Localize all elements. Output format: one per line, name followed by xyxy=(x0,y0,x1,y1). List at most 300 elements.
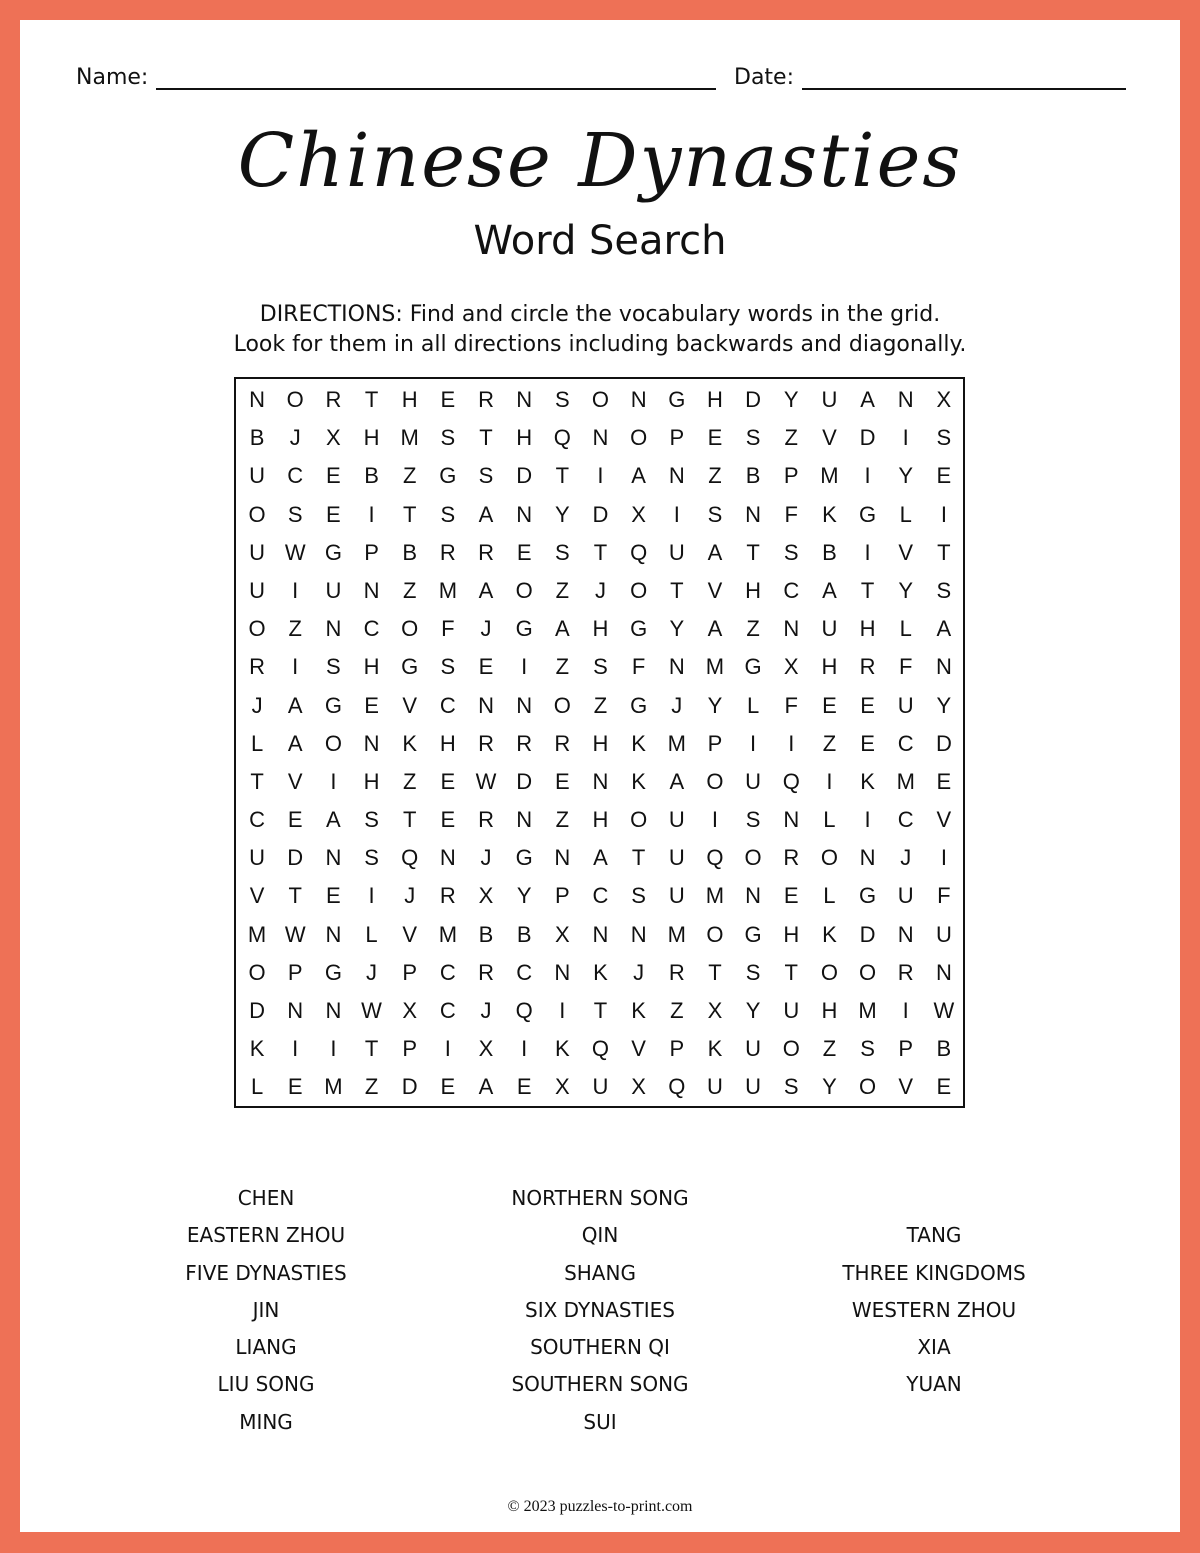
grid-cell[interactable]: C xyxy=(287,463,304,489)
grid-cell[interactable]: A xyxy=(631,463,646,489)
grid-cell[interactable]: D xyxy=(935,730,952,756)
grid-cell[interactable]: Y xyxy=(669,616,685,642)
grid-cell[interactable]: X xyxy=(478,1036,494,1062)
grid-cell[interactable]: N xyxy=(249,387,266,412)
grid-cell[interactable]: I xyxy=(368,501,375,527)
grid-cell[interactable]: G xyxy=(401,654,419,680)
name-blank-line[interactable] xyxy=(156,64,716,90)
grid-cell[interactable]: Z xyxy=(555,807,570,833)
grid-cell[interactable]: S xyxy=(745,425,761,451)
grid-cell[interactable]: N xyxy=(516,692,533,718)
grid-cell[interactable]: O xyxy=(591,387,610,412)
grid-cell[interactable]: I xyxy=(292,654,299,680)
grid-cell[interactable]: A xyxy=(707,616,723,642)
grid-cell[interactable]: J xyxy=(480,616,492,642)
grid-cell[interactable]: G xyxy=(324,539,342,565)
grid-cell[interactable]: Z xyxy=(670,998,684,1023)
grid-cell[interactable]: R xyxy=(859,654,876,680)
grid-cell[interactable]: P xyxy=(402,959,418,985)
grid-cell[interactable]: D xyxy=(859,425,876,451)
grid-cell[interactable]: S xyxy=(440,425,456,451)
grid-cell[interactable]: S xyxy=(936,425,952,451)
grid-cell[interactable]: K xyxy=(707,1036,723,1062)
grid-cell[interactable]: S xyxy=(936,577,952,603)
grid-cell[interactable]: I xyxy=(292,577,299,603)
grid-cell[interactable]: S xyxy=(440,501,456,527)
grid-cell[interactable]: T xyxy=(288,883,302,909)
grid-cell[interactable]: U xyxy=(897,883,914,909)
grid-cell[interactable]: H xyxy=(363,425,380,451)
grid-cell[interactable]: Q xyxy=(553,425,571,451)
grid-cell[interactable]: V xyxy=(249,883,265,909)
grid-cell[interactable]: U xyxy=(668,883,685,909)
grid-cell[interactable]: R xyxy=(516,730,533,756)
grid-cell[interactable]: J xyxy=(404,883,416,909)
grid-cell[interactable]: C xyxy=(897,730,914,756)
grid-cell[interactable]: P xyxy=(364,539,379,565)
grid-cell[interactable]: I xyxy=(902,998,909,1023)
grid-cell[interactable]: N xyxy=(668,463,685,489)
grid-cell[interactable]: K xyxy=(593,959,608,985)
grid-cell[interactable]: U xyxy=(897,692,914,718)
grid-cell[interactable]: J xyxy=(480,998,492,1023)
grid-cell[interactable]: N xyxy=(630,387,647,412)
grid-cell[interactable]: Y xyxy=(822,1074,837,1100)
grid-cell[interactable]: A xyxy=(707,539,723,565)
grid-cell[interactable]: K xyxy=(822,921,837,947)
word-search-grid[interactable] xyxy=(234,377,965,1108)
grid-cell[interactable]: A xyxy=(669,768,685,794)
grid-cell[interactable]: T xyxy=(479,425,493,451)
grid-cell[interactable]: U xyxy=(249,845,266,871)
grid-cell[interactable]: J xyxy=(594,577,606,603)
grid-cell[interactable]: N xyxy=(325,845,342,871)
grid-cell[interactable]: A xyxy=(478,1074,494,1100)
grid-cell[interactable]: R xyxy=(478,807,494,833)
grid-cell[interactable]: H xyxy=(401,387,418,412)
grid-cell[interactable]: K xyxy=(402,730,418,756)
grid-cell[interactable]: O xyxy=(248,959,266,985)
grid-cell[interactable]: G xyxy=(515,616,533,642)
grid-cell[interactable]: D xyxy=(859,921,876,947)
grid-cell[interactable]: V xyxy=(822,425,837,451)
grid-cell[interactable]: B xyxy=(478,921,494,947)
grid-cell[interactable]: K xyxy=(631,768,646,794)
grid-cell[interactable]: I xyxy=(826,768,833,794)
grid-cell[interactable]: E xyxy=(822,692,837,718)
grid-cell[interactable]: P xyxy=(402,1036,418,1062)
grid-cell[interactable]: O xyxy=(820,959,838,985)
grid-cell[interactable]: I xyxy=(368,883,375,909)
grid-cell[interactable]: L xyxy=(823,883,836,909)
grid-cell[interactable]: S xyxy=(783,539,799,565)
grid-cell[interactable]: I xyxy=(940,501,947,527)
grid-cell[interactable]: O xyxy=(706,921,724,947)
grid-cell[interactable]: R xyxy=(439,539,456,565)
grid-cell[interactable]: V xyxy=(898,539,914,565)
grid-cell[interactable]: Y xyxy=(707,692,723,718)
grid-cell[interactable]: B xyxy=(402,539,418,565)
grid-cell[interactable]: A xyxy=(554,616,570,642)
grid-cell[interactable]: P xyxy=(669,1036,685,1062)
grid-cell[interactable]: T xyxy=(784,959,798,985)
grid-cell[interactable]: E xyxy=(440,387,456,412)
grid-cell[interactable]: G xyxy=(324,959,342,985)
grid-cell[interactable]: Z xyxy=(402,463,417,489)
grid-cell[interactable]: I xyxy=(673,501,680,527)
grid-cell[interactable]: O xyxy=(782,1036,800,1062)
grid-cell[interactable]: Q xyxy=(706,845,724,871)
grid-cell[interactable]: Q xyxy=(630,539,648,565)
grid-cell[interactable]: A xyxy=(822,577,837,603)
grid-cell[interactable]: I xyxy=(864,807,871,833)
grid-cell[interactable]: R xyxy=(325,387,342,412)
grid-cell[interactable]: M xyxy=(438,921,458,947)
grid-cell[interactable]: V xyxy=(402,692,418,718)
grid-cell[interactable]: S xyxy=(860,1036,875,1062)
grid-cell[interactable]: G xyxy=(439,463,457,489)
grid-cell[interactable]: F xyxy=(784,501,798,527)
grid-cell[interactable]: H xyxy=(707,387,723,412)
grid-cell[interactable]: S xyxy=(707,501,723,527)
grid-cell[interactable]: T xyxy=(402,501,417,527)
grid-cell[interactable]: O xyxy=(859,959,877,985)
grid-cell[interactable]: M xyxy=(247,921,267,947)
grid-cell[interactable]: P xyxy=(554,883,570,909)
grid-cell[interactable]: S xyxy=(745,959,761,985)
grid-cell[interactable]: G xyxy=(668,387,686,412)
grid-cell[interactable]: B xyxy=(936,1036,952,1062)
grid-cell[interactable]: W xyxy=(284,539,306,565)
grid-cell[interactable]: N xyxy=(745,883,762,909)
grid-cell[interactable]: W xyxy=(361,998,382,1023)
grid-cell[interactable]: N xyxy=(325,921,342,947)
grid-cell[interactable]: M xyxy=(324,1074,343,1100)
grid-cell[interactable]: G xyxy=(859,883,877,909)
grid-cell[interactable]: V xyxy=(898,1074,914,1100)
grid-cell[interactable]: T xyxy=(593,998,608,1023)
grid-cell[interactable]: I xyxy=(750,730,757,756)
grid-cell[interactable]: C xyxy=(249,807,266,833)
grid-cell[interactable]: S xyxy=(326,654,341,680)
grid-cell[interactable]: T xyxy=(631,845,646,871)
grid-cell[interactable]: C xyxy=(363,616,380,642)
grid-cell[interactable]: A xyxy=(326,807,341,833)
grid-cell[interactable]: C xyxy=(897,807,914,833)
grid-cell[interactable]: U xyxy=(249,463,266,489)
grid-cell[interactable]: R xyxy=(478,539,494,565)
grid-cell[interactable]: U xyxy=(592,1074,609,1100)
grid-cell[interactable]: R xyxy=(478,387,494,412)
grid-cell[interactable]: F xyxy=(631,654,646,680)
grid-cell[interactable]: N xyxy=(668,654,685,680)
grid-cell[interactable]: G xyxy=(630,692,648,718)
grid-cell[interactable]: I xyxy=(330,768,337,794)
grid-cell[interactable]: E xyxy=(516,1074,532,1100)
grid-cell[interactable]: I xyxy=(788,730,795,756)
grid-cell[interactable]: H xyxy=(592,730,609,756)
grid-cell[interactable]: N xyxy=(516,501,533,527)
grid-cell[interactable]: R xyxy=(668,959,685,985)
grid-cell[interactable]: T xyxy=(364,1036,379,1062)
grid-cell[interactable]: W xyxy=(284,921,306,947)
grid-cell[interactable]: M xyxy=(705,654,725,680)
grid-cell[interactable]: M xyxy=(667,921,686,947)
grid-cell[interactable]: L xyxy=(250,1074,264,1100)
grid-cell[interactable]: I xyxy=(521,654,528,680)
grid-cell[interactable]: Y xyxy=(936,692,952,718)
grid-cell[interactable]: J xyxy=(289,425,301,451)
grid-cell[interactable]: D xyxy=(745,387,762,412)
grid-cell[interactable]: Q xyxy=(515,998,533,1023)
grid-cell[interactable]: E xyxy=(860,692,875,718)
grid-cell[interactable]: P xyxy=(898,1036,914,1062)
grid-cell[interactable]: X xyxy=(631,501,646,527)
grid-cell[interactable]: O xyxy=(248,501,266,527)
grid-cell[interactable]: N xyxy=(935,959,952,985)
grid-cell[interactable]: T xyxy=(555,463,570,489)
grid-cell[interactable]: C xyxy=(783,577,800,603)
grid-cell[interactable]: N xyxy=(592,921,609,947)
grid-cell[interactable]: N xyxy=(897,387,914,412)
grid-cell[interactable]: U xyxy=(707,1074,723,1100)
grid-cell[interactable]: E xyxy=(440,768,456,794)
grid-cell[interactable]: I xyxy=(521,1036,528,1062)
grid-cell[interactable]: E xyxy=(516,539,532,565)
grid-cell[interactable]: A xyxy=(478,577,494,603)
grid-cell[interactable]: U xyxy=(745,768,762,794)
grid-cell[interactable]: E xyxy=(287,807,303,833)
grid-cell[interactable]: S xyxy=(440,654,456,680)
grid-cell[interactable]: N xyxy=(478,692,494,718)
grid-cell[interactable]: Z xyxy=(746,616,760,642)
grid-cell[interactable]: H xyxy=(821,998,838,1023)
grid-cell[interactable]: H xyxy=(859,616,876,642)
grid-cell[interactable]: Q xyxy=(401,845,419,871)
grid-cell[interactable]: D xyxy=(249,998,266,1023)
grid-cell[interactable]: S xyxy=(554,539,570,565)
grid-cell[interactable]: A xyxy=(478,501,494,527)
grid-cell[interactable]: T xyxy=(746,539,760,565)
grid-cell[interactable]: K xyxy=(860,768,875,794)
grid-cell[interactable]: M xyxy=(705,883,725,909)
grid-cell[interactable]: G xyxy=(859,501,877,527)
grid-cell[interactable]: N xyxy=(554,845,571,871)
grid-cell[interactable]: J xyxy=(251,692,263,718)
grid-cell[interactable]: Y xyxy=(554,501,570,527)
grid-cell[interactable]: N xyxy=(554,959,571,985)
grid-cell[interactable]: K xyxy=(822,501,837,527)
grid-cell[interactable]: T xyxy=(708,959,722,985)
grid-cell[interactable]: M xyxy=(438,577,458,603)
grid-cell[interactable]: T xyxy=(593,539,608,565)
grid-cell[interactable]: S xyxy=(783,1074,799,1100)
grid-cell[interactable]: E xyxy=(364,692,379,718)
grid-cell[interactable]: Z xyxy=(822,1036,837,1062)
grid-cell[interactable]: O xyxy=(706,768,724,794)
grid-cell[interactable]: L xyxy=(899,501,912,527)
grid-cell[interactable]: Q xyxy=(591,1036,610,1062)
grid-cell[interactable]: N xyxy=(363,730,380,756)
date-field[interactable] xyxy=(734,64,1126,90)
grid-cell[interactable]: N xyxy=(783,616,800,642)
grid-cell[interactable]: I xyxy=(559,998,566,1023)
grid-cell[interactable]: C xyxy=(439,998,456,1023)
grid-cell[interactable]: Z xyxy=(555,577,570,603)
grid-cell[interactable]: B xyxy=(516,921,532,947)
grid-cell[interactable]: H xyxy=(783,921,800,947)
grid-cell[interactable]: N xyxy=(935,654,952,680)
grid-cell[interactable]: F xyxy=(899,654,913,680)
grid-cell[interactable]: O xyxy=(859,1074,877,1100)
grid-cell[interactable]: N xyxy=(897,921,914,947)
grid-cell[interactable]: C xyxy=(592,883,609,909)
grid-cell[interactable]: G xyxy=(744,654,762,680)
grid-cell[interactable]: Z xyxy=(364,1074,379,1100)
grid-cell[interactable]: M xyxy=(820,463,839,489)
grid-cell[interactable]: U xyxy=(745,1074,762,1100)
grid-cell[interactable]: T xyxy=(937,539,951,565)
grid-cell[interactable]: D xyxy=(516,463,533,489)
grid-cell[interactable]: U xyxy=(783,998,800,1023)
grid-cell[interactable]: O xyxy=(401,616,419,642)
grid-cell[interactable]: S xyxy=(631,883,646,909)
grid-cell[interactable]: Z xyxy=(593,692,608,718)
grid-cell[interactable]: E xyxy=(478,654,494,680)
grid-cell[interactable]: E xyxy=(936,1074,952,1100)
grid-cell[interactable]: V xyxy=(631,1036,646,1062)
grid-cell[interactable]: X xyxy=(402,998,418,1023)
grid-cell[interactable]: U xyxy=(821,616,838,642)
grid-cell[interactable]: O xyxy=(553,692,571,718)
grid-cell[interactable]: X xyxy=(631,1074,646,1100)
grid-cell[interactable]: U xyxy=(821,387,838,412)
name-field[interactable] xyxy=(76,64,716,90)
grid-cell[interactable]: C xyxy=(516,959,533,985)
grid-cell[interactable]: Z xyxy=(402,577,417,603)
grid-cell[interactable]: E xyxy=(860,730,875,756)
grid-cell[interactable]: U xyxy=(249,577,266,603)
grid-cell[interactable]: L xyxy=(250,730,264,756)
grid-cell[interactable]: E xyxy=(440,1074,456,1100)
grid-cell[interactable]: N xyxy=(592,768,609,794)
grid-cell[interactable]: R xyxy=(249,654,266,680)
grid-cell[interactable]: F xyxy=(937,883,951,909)
grid-cell[interactable]: Z xyxy=(822,730,837,756)
grid-cell[interactable]: F xyxy=(784,692,798,718)
grid-cell[interactable]: H xyxy=(439,730,456,756)
grid-cell[interactable]: U xyxy=(935,921,952,947)
grid-cell[interactable]: N xyxy=(325,998,342,1023)
grid-cell[interactable]: H xyxy=(516,425,533,451)
grid-cell[interactable]: X xyxy=(783,654,799,680)
grid-cell[interactable]: H xyxy=(592,616,609,642)
grid-cell[interactable]: N xyxy=(516,387,533,412)
grid-cell[interactable]: J xyxy=(900,845,912,871)
grid-cell[interactable]: I xyxy=(902,425,909,451)
grid-cell[interactable]: P xyxy=(287,959,303,985)
grid-cell[interactable]: C xyxy=(439,959,456,985)
grid-cell[interactable]: J xyxy=(366,959,378,985)
grid-cell[interactable]: N xyxy=(783,807,800,833)
grid-cell[interactable]: F xyxy=(441,616,455,642)
grid-cell[interactable]: E xyxy=(936,768,952,794)
grid-cell[interactable]: D xyxy=(287,845,304,871)
grid-cell[interactable]: N xyxy=(859,845,876,871)
grid-cell[interactable]: U xyxy=(668,845,685,871)
grid-cell[interactable]: B xyxy=(822,539,837,565)
grid-cell[interactable]: E xyxy=(936,463,952,489)
grid-cell[interactable]: S xyxy=(364,807,379,833)
grid-cell[interactable]: E xyxy=(707,425,723,451)
grid-cell[interactable]: R xyxy=(478,730,494,756)
grid-cell[interactable]: L xyxy=(823,807,836,833)
grid-cell[interactable]: V xyxy=(402,921,418,947)
grid-cell[interactable]: M xyxy=(858,998,877,1023)
grid-cell[interactable]: O xyxy=(286,387,304,412)
grid-cell[interactable]: E xyxy=(326,501,341,527)
grid-cell[interactable]: J xyxy=(480,845,492,871)
grid-cell[interactable]: I xyxy=(444,1036,451,1062)
grid-cell[interactable]: U xyxy=(249,539,266,565)
grid-cell[interactable]: M xyxy=(667,730,686,756)
grid-cell[interactable]: L xyxy=(746,692,760,718)
grid-cell[interactable]: O xyxy=(820,845,838,871)
grid-cell[interactable]: O xyxy=(630,577,648,603)
grid-cell[interactable]: X xyxy=(478,883,494,909)
grid-cell[interactable]: A xyxy=(287,730,303,756)
grid-cell[interactable]: X xyxy=(326,425,341,451)
grid-cell[interactable]: D xyxy=(401,1074,418,1100)
grid-cell[interactable]: Q xyxy=(668,1074,686,1100)
grid-cell[interactable]: E xyxy=(554,768,570,794)
grid-cell[interactable]: T xyxy=(364,387,379,412)
grid-cell[interactable]: R xyxy=(783,845,800,871)
grid-cell[interactable]: N xyxy=(325,616,342,642)
grid-cell[interactable]: H xyxy=(745,577,762,603)
grid-cell[interactable]: B xyxy=(364,463,379,489)
grid-cell[interactable]: O xyxy=(515,577,533,603)
grid-cell[interactable]: E xyxy=(326,883,341,909)
grid-cell[interactable]: X xyxy=(936,387,952,412)
grid-cell[interactable]: E xyxy=(326,463,341,489)
grid-cell[interactable]: I xyxy=(864,463,871,489)
grid-cell[interactable]: L xyxy=(365,921,378,947)
grid-cell[interactable]: R xyxy=(439,883,456,909)
grid-cell[interactable]: V xyxy=(287,768,303,794)
grid-cell[interactable]: T xyxy=(670,577,684,603)
grid-cell[interactable]: Y xyxy=(745,998,761,1023)
grid-cell[interactable]: L xyxy=(899,616,912,642)
grid-cell[interactable]: Z xyxy=(708,463,722,489)
grid-cell[interactable]: K xyxy=(554,1036,570,1062)
grid-cell[interactable]: V xyxy=(936,807,952,833)
grid-cell[interactable]: N xyxy=(287,998,304,1023)
grid-cell[interactable]: I xyxy=(864,539,871,565)
grid-cell[interactable]: E xyxy=(783,883,799,909)
grid-cell[interactable]: Y xyxy=(516,883,532,909)
grid-cell[interactable]: I xyxy=(292,1036,299,1062)
grid-cell[interactable]: S xyxy=(478,463,494,489)
grid-cell[interactable]: D xyxy=(592,501,609,527)
grid-cell[interactable]: S xyxy=(364,845,379,871)
grid-cell[interactable]: Y xyxy=(898,577,914,603)
grid-cell[interactable]: S xyxy=(554,387,570,412)
grid-cell[interactable]: N xyxy=(439,845,456,871)
grid-cell[interactable]: O xyxy=(630,425,648,451)
grid-cell[interactable]: N xyxy=(363,577,380,603)
grid-cell[interactable]: B xyxy=(249,425,265,451)
